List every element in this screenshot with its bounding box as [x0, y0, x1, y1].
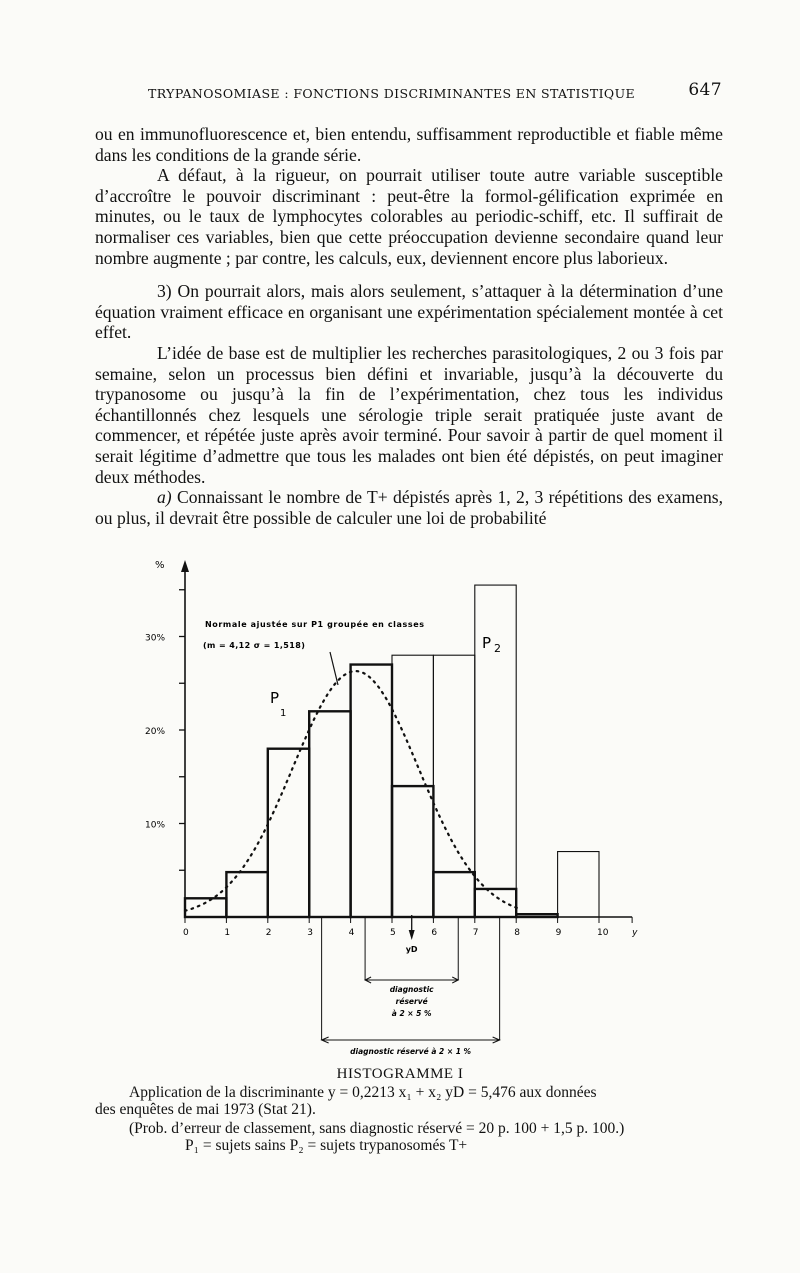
- p1-bar: [516, 914, 557, 917]
- paragraph-5: [95, 487, 723, 528]
- yd-marker-arrow: [409, 930, 415, 940]
- inner-interval-label: à 2 × 5 %: [391, 1009, 432, 1018]
- y-tick-label: 30%: [145, 633, 166, 644]
- p2-bar: [433, 655, 474, 917]
- x-tick-label: 2: [265, 928, 272, 938]
- p1-bar: [268, 749, 309, 917]
- p1-label-subscript: 1: [280, 708, 287, 719]
- curve-label-pointer: [330, 652, 338, 685]
- x-tick-label: 3: [307, 928, 313, 938]
- outer-interval-label: diagnostic réservé à 2 × 1 %: [350, 1047, 472, 1056]
- p1-bar: [475, 889, 516, 917]
- x-tick-label: 1: [224, 928, 231, 938]
- p1-bar: [351, 665, 392, 917]
- x-tick-label: 5: [390, 928, 396, 938]
- caption-line-2: des enquêtes de mai 1973 (Stat 21).: [95, 1101, 316, 1118]
- normal-curve-line: [185, 671, 520, 911]
- caption-line-4: P₁ = sujets sains P₂ = sujets trypanosomés T+: [185, 1137, 468, 1154]
- p2-bar: [558, 852, 599, 917]
- body-text: [95, 124, 723, 528]
- y-axis-label: %: [155, 560, 165, 571]
- p2-label: P: [482, 634, 492, 652]
- paragraph-4: L’idée de base est de multiplier les recherches parasitologiques, 2 ou 3 fois par semaine, selon un processus bien défini et invariable, jusqu’à la découverte du trypanosome ou jusqu’à la fin de l’expérimentation, chez tous les individus échantillonnés chez lesquels une sérologie triple serait pratiquée juste avant de commencer, et répétée juste après avoir terminé. Pour savoir à partir de quel moment il serait légitime d’admettre que tous les malades ont bien été dépistés, on peut imaginer deux méthodes.: [95, 342, 723, 487]
- yd-label: yD: [405, 945, 418, 954]
- normal-curve: [185, 671, 520, 911]
- caption-line-1: Application de la discriminante y = 0,2213 x₁ + x₂ yD = 5,476 aux données: [129, 1084, 597, 1101]
- running-title: TRYPANOSOMIASE : FONCTIONS DISCRIMINANTES EN STATISTIQUE: [148, 86, 636, 101]
- page-number: 647: [688, 80, 722, 100]
- x-tick-label: 4: [348, 928, 355, 938]
- p2-bars: [392, 585, 599, 917]
- p2-label-subscript: 2: [494, 642, 501, 655]
- p1-label: P: [270, 689, 280, 707]
- paragraph-3: 3) On pourrait alors, mais alors seulement, s’attaquer à la détermination d’une équation vraiment efficace en organisant une expérimentation spécialement montée à cet effet.: [95, 281, 723, 343]
- paragraph-2: A défaut, à la rigueur, on pourrait utiliser toute autre variable susceptible d’accroître le pouvoir discriminant : peut-être la formol-gélification exprimée en minutes, ou le taux de lymphocytes colorables au periodic-schiff, etc. Il suffirait de normaliser ces variables, bien que cette préoccupation devienne secondaire quand leur nombre augmente ; par contre, les calculs, eux, deviennent encore plus laborieux.: [95, 165, 723, 268]
- curve-label-line-2: (m = 4,12 σ = 1,518): [203, 641, 306, 650]
- inner-interval-label: diagnostic: [389, 985, 434, 994]
- p1-bar: [392, 786, 433, 917]
- y-tick-label: 10%: [145, 820, 166, 831]
- p1-bar: [309, 711, 350, 917]
- p1-bar: [433, 872, 474, 917]
- caption-line-3: (Prob. d’erreur de classement, sans diagnostic réservé = 20 p. 100 + 1,5 p. 100.): [129, 1120, 625, 1137]
- x-tick-label: y: [632, 928, 638, 938]
- x-tick-label: 10: [597, 928, 609, 938]
- y-tick-label: 20%: [145, 727, 166, 737]
- x-tick-label: 6: [431, 928, 438, 938]
- y-axis-arrow: [181, 560, 189, 572]
- p1-bars: [185, 665, 558, 917]
- inner-interval-label: réservé: [395, 997, 428, 1006]
- chart-labels: [203, 619, 501, 719]
- histogram-title: HISTOGRAMME I: [336, 1066, 464, 1082]
- histogram-figure: [0, 550, 800, 1060]
- curve-label-line-1: Normale ajustée sur P1 groupée en classes: [205, 620, 425, 629]
- x-tick-label: 9: [555, 928, 562, 938]
- x-tick-label: 0: [183, 928, 189, 938]
- paragraph-5-text: Connaissant le nombre de T+ dépistés après 1, 2, 3 répétitions des examens, ou plus, il devrait être possible de calculer une loi de probabilité: [95, 487, 723, 528]
- x-tick-label: 8: [514, 928, 520, 938]
- p2-bar: [475, 585, 516, 917]
- p1-bar: [185, 898, 226, 917]
- x-tick-label: 7: [472, 928, 479, 938]
- p1-bar: [226, 872, 267, 917]
- paragraph-1: ou en immunofluorescence et, bien entendu, suffisamment reproductible et fiable même dans les conditions de la grande série.: [95, 124, 723, 165]
- paragraph-5-label: a): [157, 487, 172, 508]
